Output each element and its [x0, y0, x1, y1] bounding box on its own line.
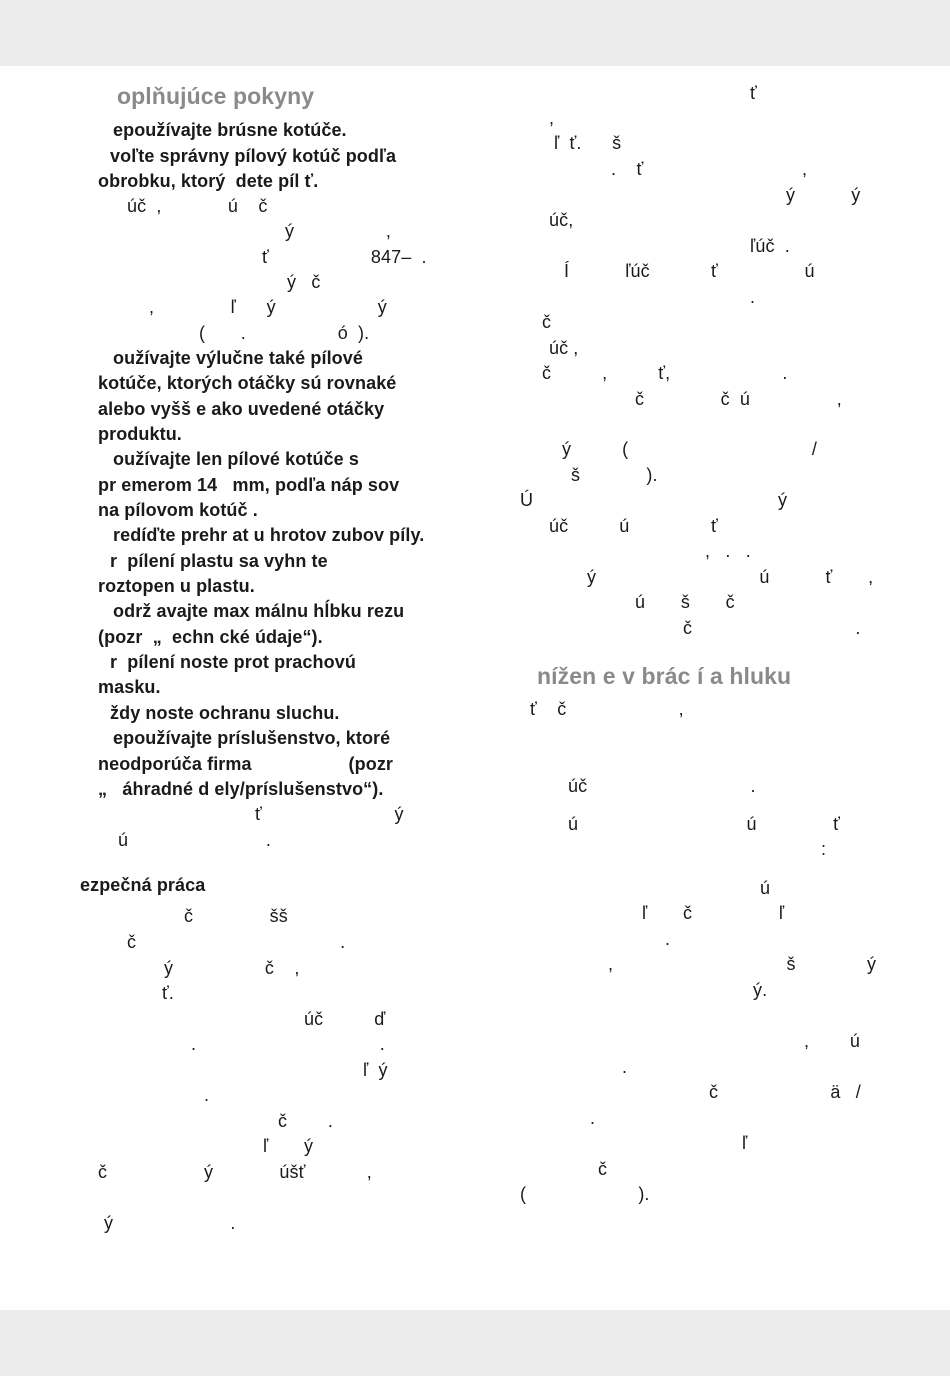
text-line: č [598, 1159, 608, 1179]
text-line: pr emerom 14 mm, podľa náp sov [98, 475, 400, 495]
text-line: , [549, 108, 555, 128]
text-line: oužívajte výlučne také pílové [113, 348, 363, 368]
section-heading-additional-instructions: oplňujúce pokyny [117, 83, 315, 109]
section-heading-vibration-noise: nížen e v brác í a hluku [537, 663, 792, 689]
text-line: ľ [742, 1133, 748, 1153]
text-line: . [590, 1108, 596, 1128]
text-line: . [750, 287, 756, 307]
text-line: , ú [804, 1031, 861, 1051]
text-line: č ý úšť , [98, 1162, 372, 1182]
text-line: (pozr „ echn cké údaje“). [98, 627, 323, 647]
text-line: alebo vyšš e ako uvedené otáčky [98, 399, 385, 419]
text-line: masku. [98, 677, 161, 697]
text-line: , [802, 159, 808, 179]
text-line: ý ý [786, 185, 861, 205]
text-line: úč ď [304, 1009, 386, 1029]
text-line: , . . [705, 541, 751, 561]
text-line: š ). [571, 465, 658, 485]
text-line: , ľ ý ý [149, 297, 387, 317]
text-line: ( . ó ). [199, 323, 370, 343]
text-line: kotúče, ktorých otáčky sú rovnaké [98, 373, 397, 393]
text-line: ľ č ľ [642, 903, 785, 923]
text-line: : [821, 839, 827, 859]
text-line: úč . [568, 776, 756, 796]
text-line: č . [127, 932, 346, 952]
text-line: obrobku, ktorý dete píl ť. [98, 171, 319, 191]
text-line: r pílení noste prot prachovú [110, 652, 356, 672]
text-line: ú [760, 878, 771, 898]
text-line: ý . [104, 1213, 236, 1233]
text-line: ý č , [164, 958, 300, 978]
text-line: oužívajte len pílové kotúče s [113, 449, 359, 469]
text-line: ý č [287, 272, 321, 292]
text-line: epoužívajte príslušenstvo, ktoré [113, 728, 391, 748]
document-page [0, 66, 950, 1310]
text-line: ( ). [520, 1184, 650, 1204]
text-line: na pílovom kotúč . [98, 500, 258, 520]
text-line: ť č , [530, 699, 684, 719]
text-line: ý ( / [562, 439, 817, 459]
text-line: roztopen u plastu. [98, 576, 255, 596]
text-line: ľ ý [363, 1060, 388, 1080]
text-line: č ä / [709, 1082, 861, 1102]
text-line: úč , [549, 338, 579, 358]
text-line: ú š č [635, 592, 735, 612]
text-line: ľ ť. š [554, 133, 622, 153]
text-line: č . [683, 618, 861, 638]
text-line: č šš [184, 906, 288, 926]
text-line: ť ý [255, 804, 404, 824]
text-line: . [204, 1085, 210, 1105]
text-line: r pílení plastu sa vyhn te [110, 551, 328, 571]
text-line: epoužívajte brúsne kotúče. [113, 120, 347, 140]
text-line: neodporúča firma (pozr [98, 754, 394, 774]
text-line: ú ú ť [568, 814, 840, 834]
text-line: úč, [549, 210, 574, 230]
text-line: č , ť, . [542, 363, 788, 383]
text-line: produktu. [98, 424, 182, 444]
text-line: úč , ú č [127, 196, 268, 216]
text-line: ý , [285, 221, 392, 241]
text-line: ť [750, 83, 757, 103]
text-line: redíďte prehr at u hrotov zubov píly. [113, 525, 425, 545]
text-line: ť. [162, 983, 174, 1003]
text-line: ť 847– . [262, 247, 427, 267]
text-line: ľúč . [750, 236, 790, 256]
text-line: . . [191, 1034, 385, 1054]
text-line: ždy noste ochranu sluchu. [110, 703, 340, 723]
text-line: č . [278, 1111, 334, 1131]
text-line: Ú ý [520, 490, 788, 510]
text-line: č [542, 312, 552, 332]
text-line: održ avajte max málnu hĺbku rezu [113, 601, 405, 621]
text-line: ľ ý [263, 1136, 314, 1156]
text-line: č č ú , [635, 389, 842, 409]
bottom-margin-band [0, 1310, 950, 1376]
text-line: . [665, 929, 671, 949]
text-line: , š ý [608, 954, 877, 974]
text-line: . [622, 1057, 628, 1077]
text-line: „ áhradné d ely/príslušenstvo“). [98, 779, 384, 799]
text-line: ú . [118, 830, 271, 850]
subheading-safe-work: ezpečná práca [80, 875, 206, 895]
text-line: voľte správny pílový kotúč podľa [110, 146, 397, 166]
text-line: ý ú ť , [587, 567, 874, 587]
text-line: . ť [611, 159, 644, 179]
text-line: Í ľúč ť ú [564, 261, 815, 281]
text-line: úč ú ť [549, 516, 718, 536]
text-line: ý. [753, 980, 768, 1000]
top-margin-band [0, 0, 950, 66]
